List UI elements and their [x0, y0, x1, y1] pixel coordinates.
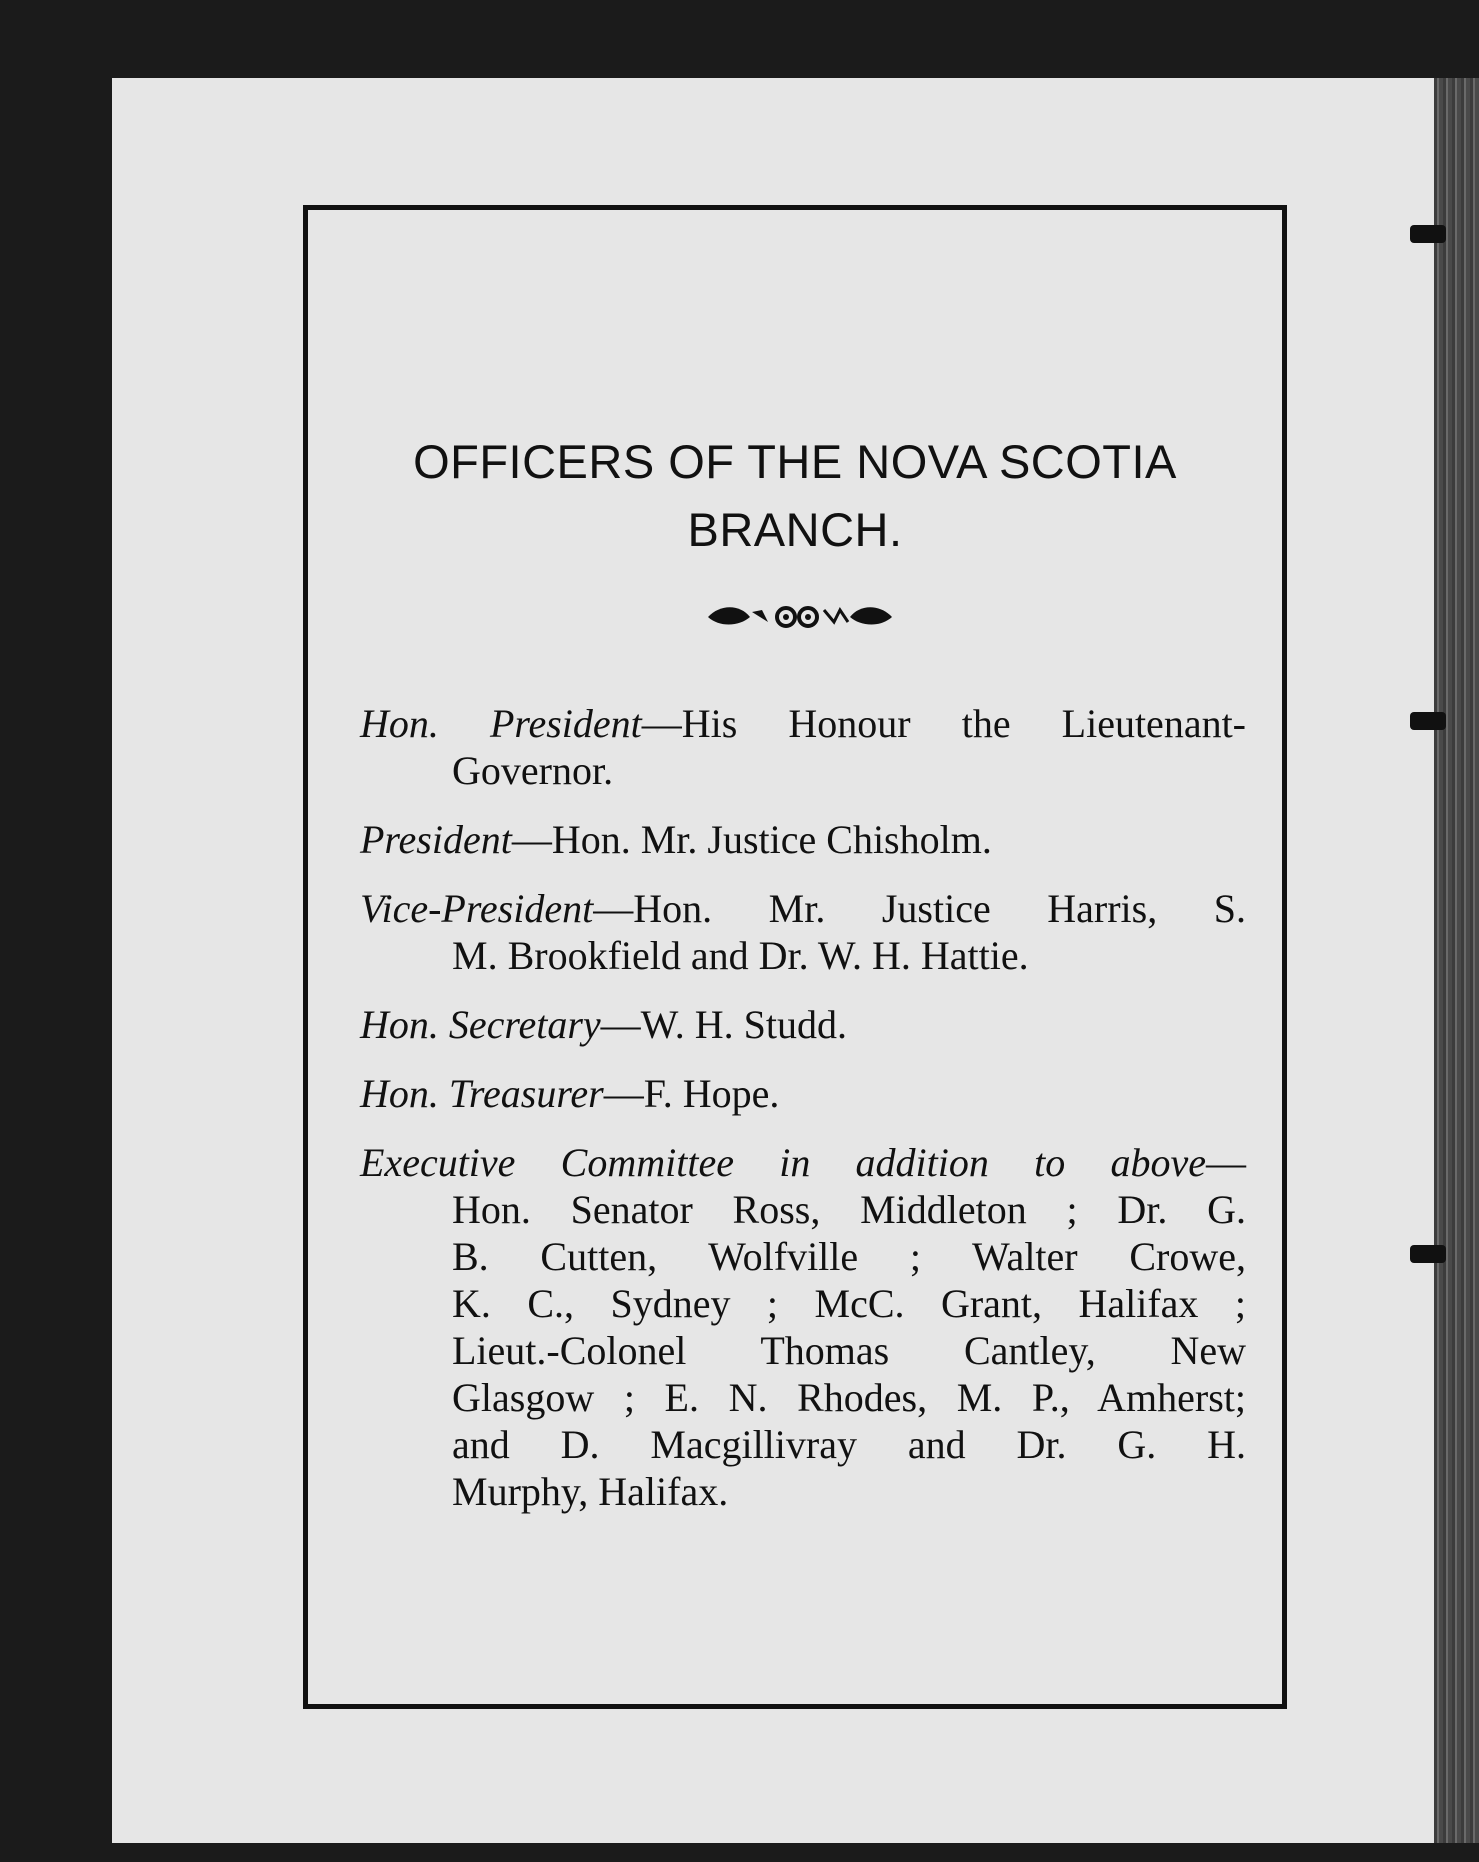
officer-name: His Honour the Lieutenant- [681, 701, 1246, 746]
text-line: Hon. Senator Ross, Middleton ; Dr. G. [452, 1187, 1246, 1232]
officer-entry [360, 1001, 1246, 1048]
officer-name-continuation [452, 1186, 1246, 1515]
office-title: Executive Committee in addition to above [360, 1140, 1206, 1185]
binding-clip [1410, 1245, 1446, 1263]
text-line: Lieut.-Colonel Thomas Cantley, New [452, 1328, 1246, 1373]
em-dash: — [600, 1002, 641, 1047]
officer-name-continuation [452, 932, 1246, 979]
title-line-1: OFFICERS OF THE NOVA SCOTIA [413, 435, 1177, 488]
officer-name: F. Hope. [643, 1071, 780, 1116]
officer-name: Hon. Mr. Justice Harris, S. [633, 886, 1246, 931]
officers-list [360, 700, 1246, 1537]
officer-entry [360, 1139, 1246, 1515]
office-title: Hon. President [360, 701, 642, 746]
officer-entry [360, 885, 1246, 979]
text-line: Murphy, Halifax. [452, 1469, 729, 1514]
entry-heading-line [360, 816, 1246, 863]
office-title: Hon. Secretary [360, 1002, 601, 1047]
ornament-icon [700, 602, 900, 632]
em-dash: — [1206, 1140, 1246, 1185]
em-dash: — [603, 1071, 644, 1116]
text-line: and D. Macgillivray and Dr. G. H. [452, 1422, 1246, 1467]
text-line: Governor. [452, 748, 614, 793]
binding-clip [1410, 225, 1446, 243]
title-line-2: BRANCH. [687, 503, 903, 556]
em-dash: — [593, 886, 634, 931]
entry-heading-line [360, 1070, 1246, 1117]
entry-heading-line [360, 1001, 1246, 1048]
officer-entry [360, 816, 1246, 863]
officer-name-continuation [452, 747, 1246, 794]
officer-entry [360, 1070, 1246, 1117]
office-title: Vice-President [360, 886, 594, 931]
officer-entry [360, 700, 1246, 794]
text-line: M. Brookfield and Dr. W. H. Hattie. [452, 933, 1029, 978]
entry-heading-line [360, 1139, 1246, 1186]
officer-name: W. H. Studd. [640, 1002, 847, 1047]
binding-clip [1410, 712, 1446, 730]
book-spine [1434, 78, 1479, 1843]
em-dash: — [511, 817, 552, 862]
text-line: K. C., Sydney ; McC. Grant, Halifax ; [452, 1281, 1246, 1326]
em-dash: — [641, 701, 682, 746]
office-title: Hon. Treasurer [360, 1071, 604, 1116]
text-line: B. Cutten, Wolfville ; Walter Crowe, [452, 1234, 1246, 1279]
text-line: Glasgow ; E. N. Rhodes, M. P., Amherst; [452, 1375, 1246, 1420]
entry-heading-line [360, 700, 1246, 747]
entry-heading-line [360, 885, 1246, 932]
page-title [330, 428, 1260, 564]
officer-name: Hon. Mr. Justice Chisholm. [551, 817, 992, 862]
office-title: President [360, 817, 512, 862]
